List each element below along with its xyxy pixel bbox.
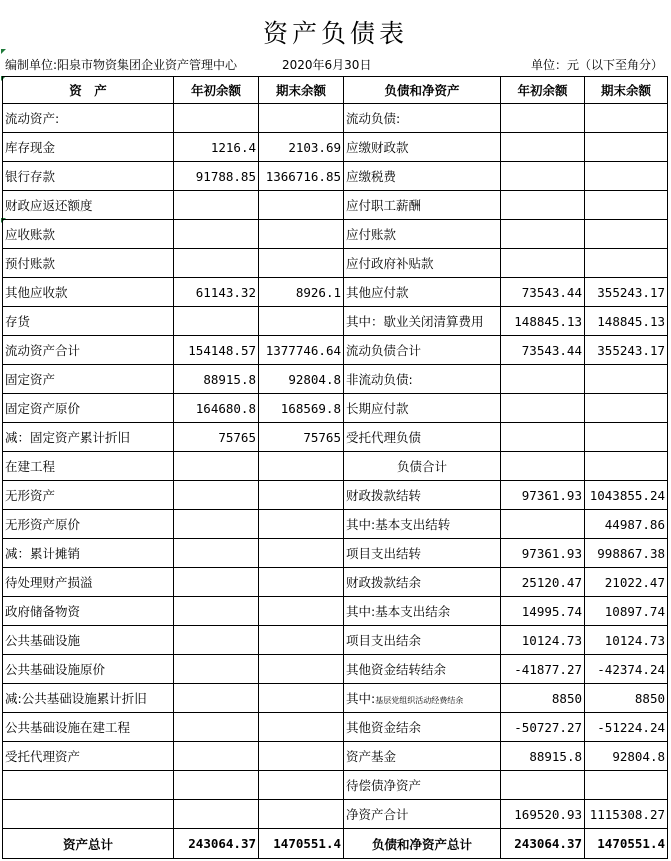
liability-end-cell[interactable]: 44987.86 [585,510,668,539]
liability-label-cell[interactable]: 应付政府补贴款 [344,249,501,278]
asset-begin-cell[interactable] [174,510,259,539]
asset-begin-cell[interactable] [174,771,259,800]
asset-end-cell[interactable] [259,191,344,220]
liability-label-cell[interactable]: 待偿债净资产 [344,771,501,800]
liability-end-cell[interactable]: 1115308.27 [585,800,668,829]
liability-end-cell[interactable]: 92804.8 [585,742,668,771]
asset-begin-cell[interactable] [174,220,259,249]
asset-begin-cell[interactable]: 1216.4 [174,133,259,162]
liability-end-cell[interactable] [585,220,668,249]
assets-total-label[interactable]: 资产总计 [3,829,174,859]
liability-begin-cell[interactable] [501,162,585,191]
table-row [3,684,668,713]
asset-label-cell[interactable] [3,771,174,800]
asset-begin-cell[interactable] [174,684,259,713]
table-row [3,191,668,220]
asset-label-cell[interactable]: 固定资产 [3,365,174,394]
asset-end-cell[interactable]: 1366716.85 [259,162,344,191]
table-row [3,655,668,684]
liability-label-cell[interactable]: 项目支出结余 [344,626,501,655]
liability-label-cell[interactable]: 应付职工薪酬 [344,191,501,220]
header-liab-end[interactable]: 期末余额 [585,77,668,104]
table-row [3,249,668,278]
liability-label-cell[interactable]: 净资产合计 [344,800,501,829]
liability-begin-cell[interactable]: 25120.47 [501,568,585,597]
asset-begin-cell[interactable] [174,191,259,220]
liability-label-cell[interactable]: 资产基金 [344,742,501,771]
liability-begin-cell[interactable]: -41877.27 [501,655,585,684]
asset-end-cell[interactable] [259,800,344,829]
table-row [3,365,668,394]
liability-begin-cell[interactable] [501,394,585,423]
liability-end-cell[interactable]: 998867.38 [585,539,668,568]
liability-end-cell[interactable] [585,162,668,191]
asset-begin-cell[interactable] [174,742,259,771]
asset-begin-cell[interactable]: 88915.8 [174,365,259,394]
liability-label-cell[interactable]: 流动负债合计 [344,336,501,365]
asset-end-cell[interactable]: 1377746.64 [259,336,344,365]
liability-begin-cell[interactable]: 97361.93 [501,481,585,510]
asset-label-cell[interactable] [3,800,174,829]
asset-end-cell[interactable] [259,626,344,655]
asset-end-cell[interactable] [259,249,344,278]
asset-label-cell[interactable]: 在建工程 [3,452,174,481]
asset-label-cell[interactable]: 减：累计摊销 [3,539,174,568]
liability-label-cell[interactable]: 财政拨款结余 [344,568,501,597]
asset-label-cell[interactable]: 流动资产: [3,104,174,133]
liability-end-cell[interactable]: 1043855.24 [585,481,668,510]
header-asset-end[interactable]: 期末余额 [259,77,344,104]
asset-begin-cell[interactable]: 154148.57 [174,336,259,365]
table-row [3,742,668,771]
table-row [3,133,668,162]
asset-end-cell[interactable] [259,742,344,771]
table-row [3,162,668,191]
asset-end-cell[interactable] [259,655,344,684]
liability-begin-cell[interactable]: 14995.74 [501,597,585,626]
liability-label-cell[interactable]: 非流动负债: [344,365,501,394]
assets-total-end[interactable]: 1470551.4 [259,829,344,859]
liability-end-cell[interactable] [585,771,668,800]
asset-label-cell[interactable]: 公共基础设施在建工程 [3,713,174,742]
liability-begin-cell[interactable]: 88915.8 [501,742,585,771]
liability-label-cell[interactable]: 项目支出结转 [344,539,501,568]
asset-begin-cell[interactable] [174,800,259,829]
asset-begin-cell[interactable] [174,249,259,278]
balance-sheet-table [2,76,668,859]
liability-label-cell[interactable]: 其中:基本支出结余 [344,597,501,626]
asset-label-cell[interactable]: 受托代理资产 [3,742,174,771]
org-name: 编制单位:阳泉市物资集团企业资产管理中心 [5,58,238,72]
asset-end-cell[interactable]: 92804.8 [259,365,344,394]
asset-end-cell[interactable] [259,713,344,742]
table-row [3,771,668,800]
table-row [3,597,668,626]
table-row [3,394,668,423]
liability-begin-cell[interactable]: 73543.44 [501,278,585,307]
asset-begin-cell[interactable] [174,597,259,626]
header-liab-begin[interactable]: 年初余额 [501,77,585,104]
asset-end-cell[interactable] [259,452,344,481]
asset-end-cell[interactable] [259,568,344,597]
liability-label-cell[interactable]: 长期应付款 [344,394,501,423]
asset-begin-cell[interactable] [174,104,259,133]
asset-begin-cell[interactable]: 164680.8 [174,394,259,423]
liability-end-cell[interactable] [585,394,668,423]
liability-label-cell[interactable]: 其他应付款 [344,278,501,307]
asset-end-cell[interactable]: 8926.1 [259,278,344,307]
asset-begin-cell[interactable] [174,655,259,684]
table-row [3,481,668,510]
report-title: 资产负债表 [262,19,408,48]
report-meta [0,53,671,73]
liabilities-total-label[interactable]: 负债和净资产总计 [344,829,501,859]
table-row [3,568,668,597]
asset-end-cell[interactable] [259,684,344,713]
asset-begin-cell[interactable] [174,481,259,510]
asset-begin-cell[interactable]: 75765 [174,423,259,452]
header-liabilities[interactable]: 负债和净资产 [344,77,501,104]
table-row [3,626,668,655]
liability-begin-cell[interactable] [501,191,585,220]
asset-begin-cell[interactable] [174,626,259,655]
asset-label-cell[interactable]: 减:公共基础设施累计折旧 [3,684,174,713]
report-date: 2020年6月30日 [282,58,372,72]
asset-label-cell[interactable]: 其他应收款 [3,278,174,307]
asset-begin-cell[interactable] [174,713,259,742]
liability-end-cell[interactable]: 8850 [585,684,668,713]
asset-label-cell[interactable]: 固定资产原价 [3,394,174,423]
liability-end-cell[interactable] [585,191,668,220]
liability-begin-cell[interactable]: 97361.93 [501,539,585,568]
liability-begin-cell[interactable]: 10124.73 [501,626,585,655]
liability-begin-cell[interactable] [501,452,585,481]
assets-total-begin[interactable]: 243064.37 [174,829,259,859]
liability-label-cell[interactable]: 负债合计 [344,452,501,481]
currency-unit: 单位：元（以下至角分） [530,58,663,72]
table-row [3,800,668,829]
header-row [3,77,668,104]
asset-end-cell[interactable]: 2103.69 [259,133,344,162]
liability-end-cell[interactable]: 10124.73 [585,626,668,655]
liability-begin-cell[interactable] [501,249,585,278]
asset-label-cell[interactable]: 无形资产 [3,481,174,510]
asset-label-cell[interactable]: 待处理财产损溢 [3,568,174,597]
table-row [3,713,668,742]
asset-label-cell[interactable]: 政府储备物资 [3,597,174,626]
liability-begin-cell[interactable] [501,104,585,133]
asset-end-cell[interactable] [259,771,344,800]
asset-end-cell[interactable] [259,481,344,510]
asset-label-cell[interactable]: 库存现金 [3,133,174,162]
table-row [3,423,668,452]
liability-end-cell[interactable] [585,452,668,481]
asset-label-cell[interactable]: 公共基础设施 [3,626,174,655]
table-row [3,278,668,307]
liability-begin-cell[interactable] [501,133,585,162]
table-row [3,336,668,365]
asset-begin-cell[interactable]: 91788.85 [174,162,259,191]
asset-end-cell[interactable]: 168569.8 [259,394,344,423]
liability-end-cell[interactable] [585,423,668,452]
asset-label-cell[interactable]: 减：固定资产累计折旧 [3,423,174,452]
liability-end-cell[interactable]: 148845.13 [585,307,668,336]
liability-begin-cell[interactable] [501,771,585,800]
liability-end-cell[interactable]: -51224.24 [585,713,668,742]
liability-label-cell[interactable]: 其他资金结转结余 [344,655,501,684]
asset-end-cell[interactable]: 75765 [259,423,344,452]
table-row [3,307,668,336]
liability-label-cell[interactable]: 其中：歇业关闭清算费用 [344,307,501,336]
liabilities-total-begin[interactable]: 243064.37 [501,829,585,859]
table-row [3,452,668,481]
asset-end-cell[interactable] [259,307,344,336]
asset-end-cell[interactable] [259,220,344,249]
asset-label-cell[interactable]: 财政应返还额度 [3,191,174,220]
liability-label-cell[interactable] [344,684,501,713]
asset-end-cell[interactable] [259,104,344,133]
table-row [3,539,668,568]
liability-begin-cell[interactable]: 169520.93 [501,800,585,829]
totals-row [3,829,668,859]
asset-label-cell[interactable]: 无形资产原价 [3,510,174,539]
liability-label-cell[interactable]: 应付账款 [344,220,501,249]
liability-end-cell[interactable]: 10897.74 [585,597,668,626]
liability-begin-cell[interactable]: 8850 [501,684,585,713]
asset-begin-cell[interactable] [174,539,259,568]
liability-label-cell[interactable]: 应缴税费 [344,162,501,191]
liability-label-cell[interactable]: 其中:基本支出结转 [344,510,501,539]
asset-end-cell[interactable] [259,510,344,539]
asset-label-cell[interactable]: 公共基础设施原价 [3,655,174,684]
liability-begin-cell[interactable] [501,220,585,249]
asset-end-cell[interactable] [259,597,344,626]
table-row [3,510,668,539]
table-row [3,220,668,249]
asset-label-cell[interactable]: 存货 [3,307,174,336]
liability-end-cell[interactable]: 21022.47 [585,568,668,597]
liability-label-cell[interactable]: 应缴财政款 [344,133,501,162]
liability-label-cell[interactable]: 流动负债: [344,104,501,133]
asset-begin-cell[interactable] [174,568,259,597]
liability-end-cell[interactable] [585,365,668,394]
header-assets[interactable]: 资 产 [3,77,174,104]
row-label-note: 基层党组织活动经费结余 [375,696,464,705]
liability-end-cell[interactable]: 355243.17 [585,278,668,307]
asset-label-cell[interactable]: 银行存款 [3,162,174,191]
liability-begin-cell[interactable] [501,510,585,539]
asset-begin-cell[interactable] [174,452,259,481]
liability-end-cell[interactable] [585,104,668,133]
liability-end-cell[interactable]: 355243.17 [585,336,668,365]
cell-marker-icon [1,49,6,54]
liability-label-cell[interactable]: 财政拨款结转 [344,481,501,510]
liability-end-cell[interactable]: -42374.24 [585,655,668,684]
liability-begin-cell[interactable]: -50727.27 [501,713,585,742]
liability-begin-cell[interactable]: 148845.13 [501,307,585,336]
liability-begin-cell[interactable]: 73543.44 [501,336,585,365]
liability-begin-cell[interactable] [501,423,585,452]
row-label: 其中: [346,691,376,706]
liability-end-cell[interactable] [585,133,668,162]
liabilities-total-end[interactable]: 1470551.4 [585,829,668,859]
asset-begin-cell[interactable] [174,307,259,336]
asset-begin-cell[interactable]: 61143.32 [174,278,259,307]
liability-label-cell[interactable]: 其他资金结余 [344,713,501,742]
asset-end-cell[interactable] [259,539,344,568]
table-row [3,104,668,133]
liability-begin-cell[interactable] [501,365,585,394]
asset-label-cell[interactable]: 流动资产合计 [3,336,174,365]
header-asset-begin[interactable]: 年初余额 [174,77,259,104]
liability-label-cell[interactable]: 受托代理负债 [344,423,501,452]
asset-label-cell[interactable]: 应收账款 [3,220,174,249]
asset-label-cell[interactable]: 预付账款 [3,249,174,278]
liability-end-cell[interactable] [585,249,668,278]
